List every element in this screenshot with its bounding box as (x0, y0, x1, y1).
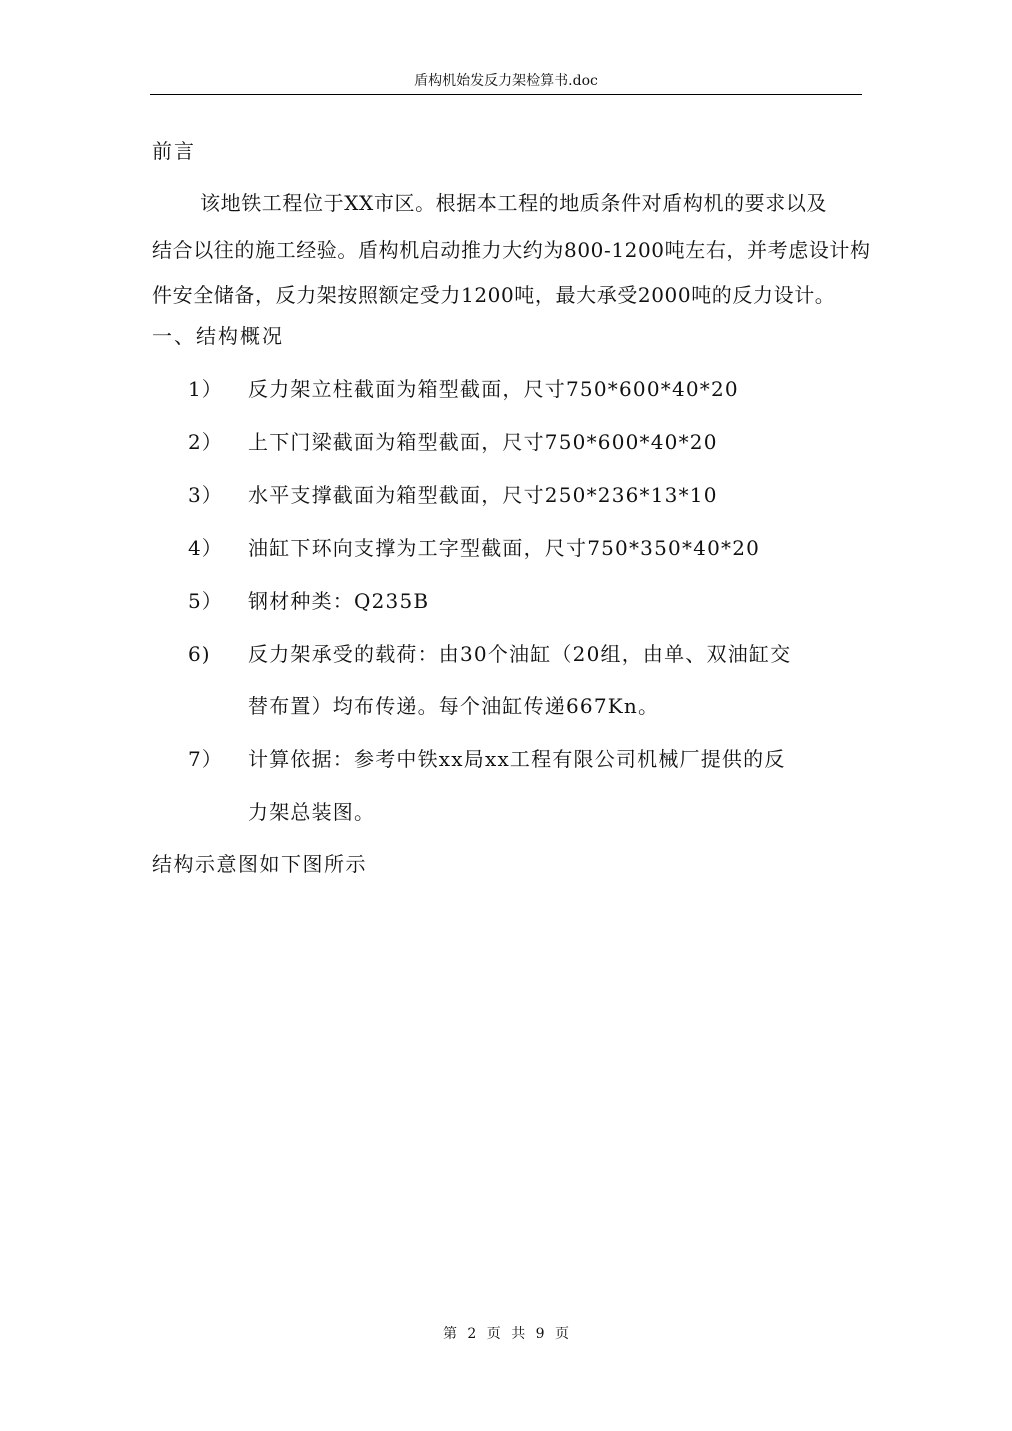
section-heading-structure-overview: 一、结构概况 (152, 324, 284, 348)
preface-line-1: 该地铁工程位于XX市区。根据本工程的地质条件对盾构机的要求以及 (200, 191, 828, 215)
list-item-number: 6) (188, 642, 211, 666)
list-item-number: 7） (188, 747, 223, 771)
list-item-number: 2） (188, 430, 223, 454)
list-item-text: 上下门梁截面为箱型截面，尺寸750*600*40*20 (248, 430, 718, 454)
list-item-text-continued: 替布置）均布传递。每个油缸传递667Kn。 (248, 694, 660, 718)
diagram-caption: 结构示意图如下图所示 (152, 852, 367, 876)
list-item-text: 反力架承受的载荷：由30个油缸（20组，由单、双油缸交 (248, 642, 792, 666)
list-item-text: 钢材种类：Q235B (248, 589, 430, 613)
list-item-text: 油缸下环向支撑为工字型截面，尺寸750*350*40*20 (248, 536, 761, 560)
list-item-number: 3） (188, 483, 223, 507)
list-item-text: 计算依据：参考中铁xx局xx工程有限公司机械厂提供的反 (248, 747, 786, 771)
preface-line-3: 件安全储备，反力架按照额定受力1200吨，最大承受2000吨的反力设计。 (152, 283, 836, 307)
header-divider (150, 94, 862, 95)
list-item-number: 4） (188, 536, 223, 560)
list-item-text-continued: 力架总装图。 (248, 800, 376, 824)
preface-line-2: 结合以往的施工经验。盾构机启动推力大约为800-1200吨左右，并考虑设计构 (152, 238, 871, 262)
list-item-number: 5） (188, 589, 223, 613)
list-item-text: 水平支撑截面为箱型截面，尺寸250*236*13*10 (248, 483, 718, 507)
list-item-text: 反力架立柱截面为箱型截面，尺寸750*600*40*20 (248, 377, 739, 401)
preface-heading: 前言 (152, 139, 196, 163)
header-title: 盾构机始发反力架检算书.doc (414, 73, 598, 89)
page-number-footer: 第 2 页 共 9 页 (442, 1326, 570, 1342)
list-item-number: 1） (188, 377, 223, 401)
